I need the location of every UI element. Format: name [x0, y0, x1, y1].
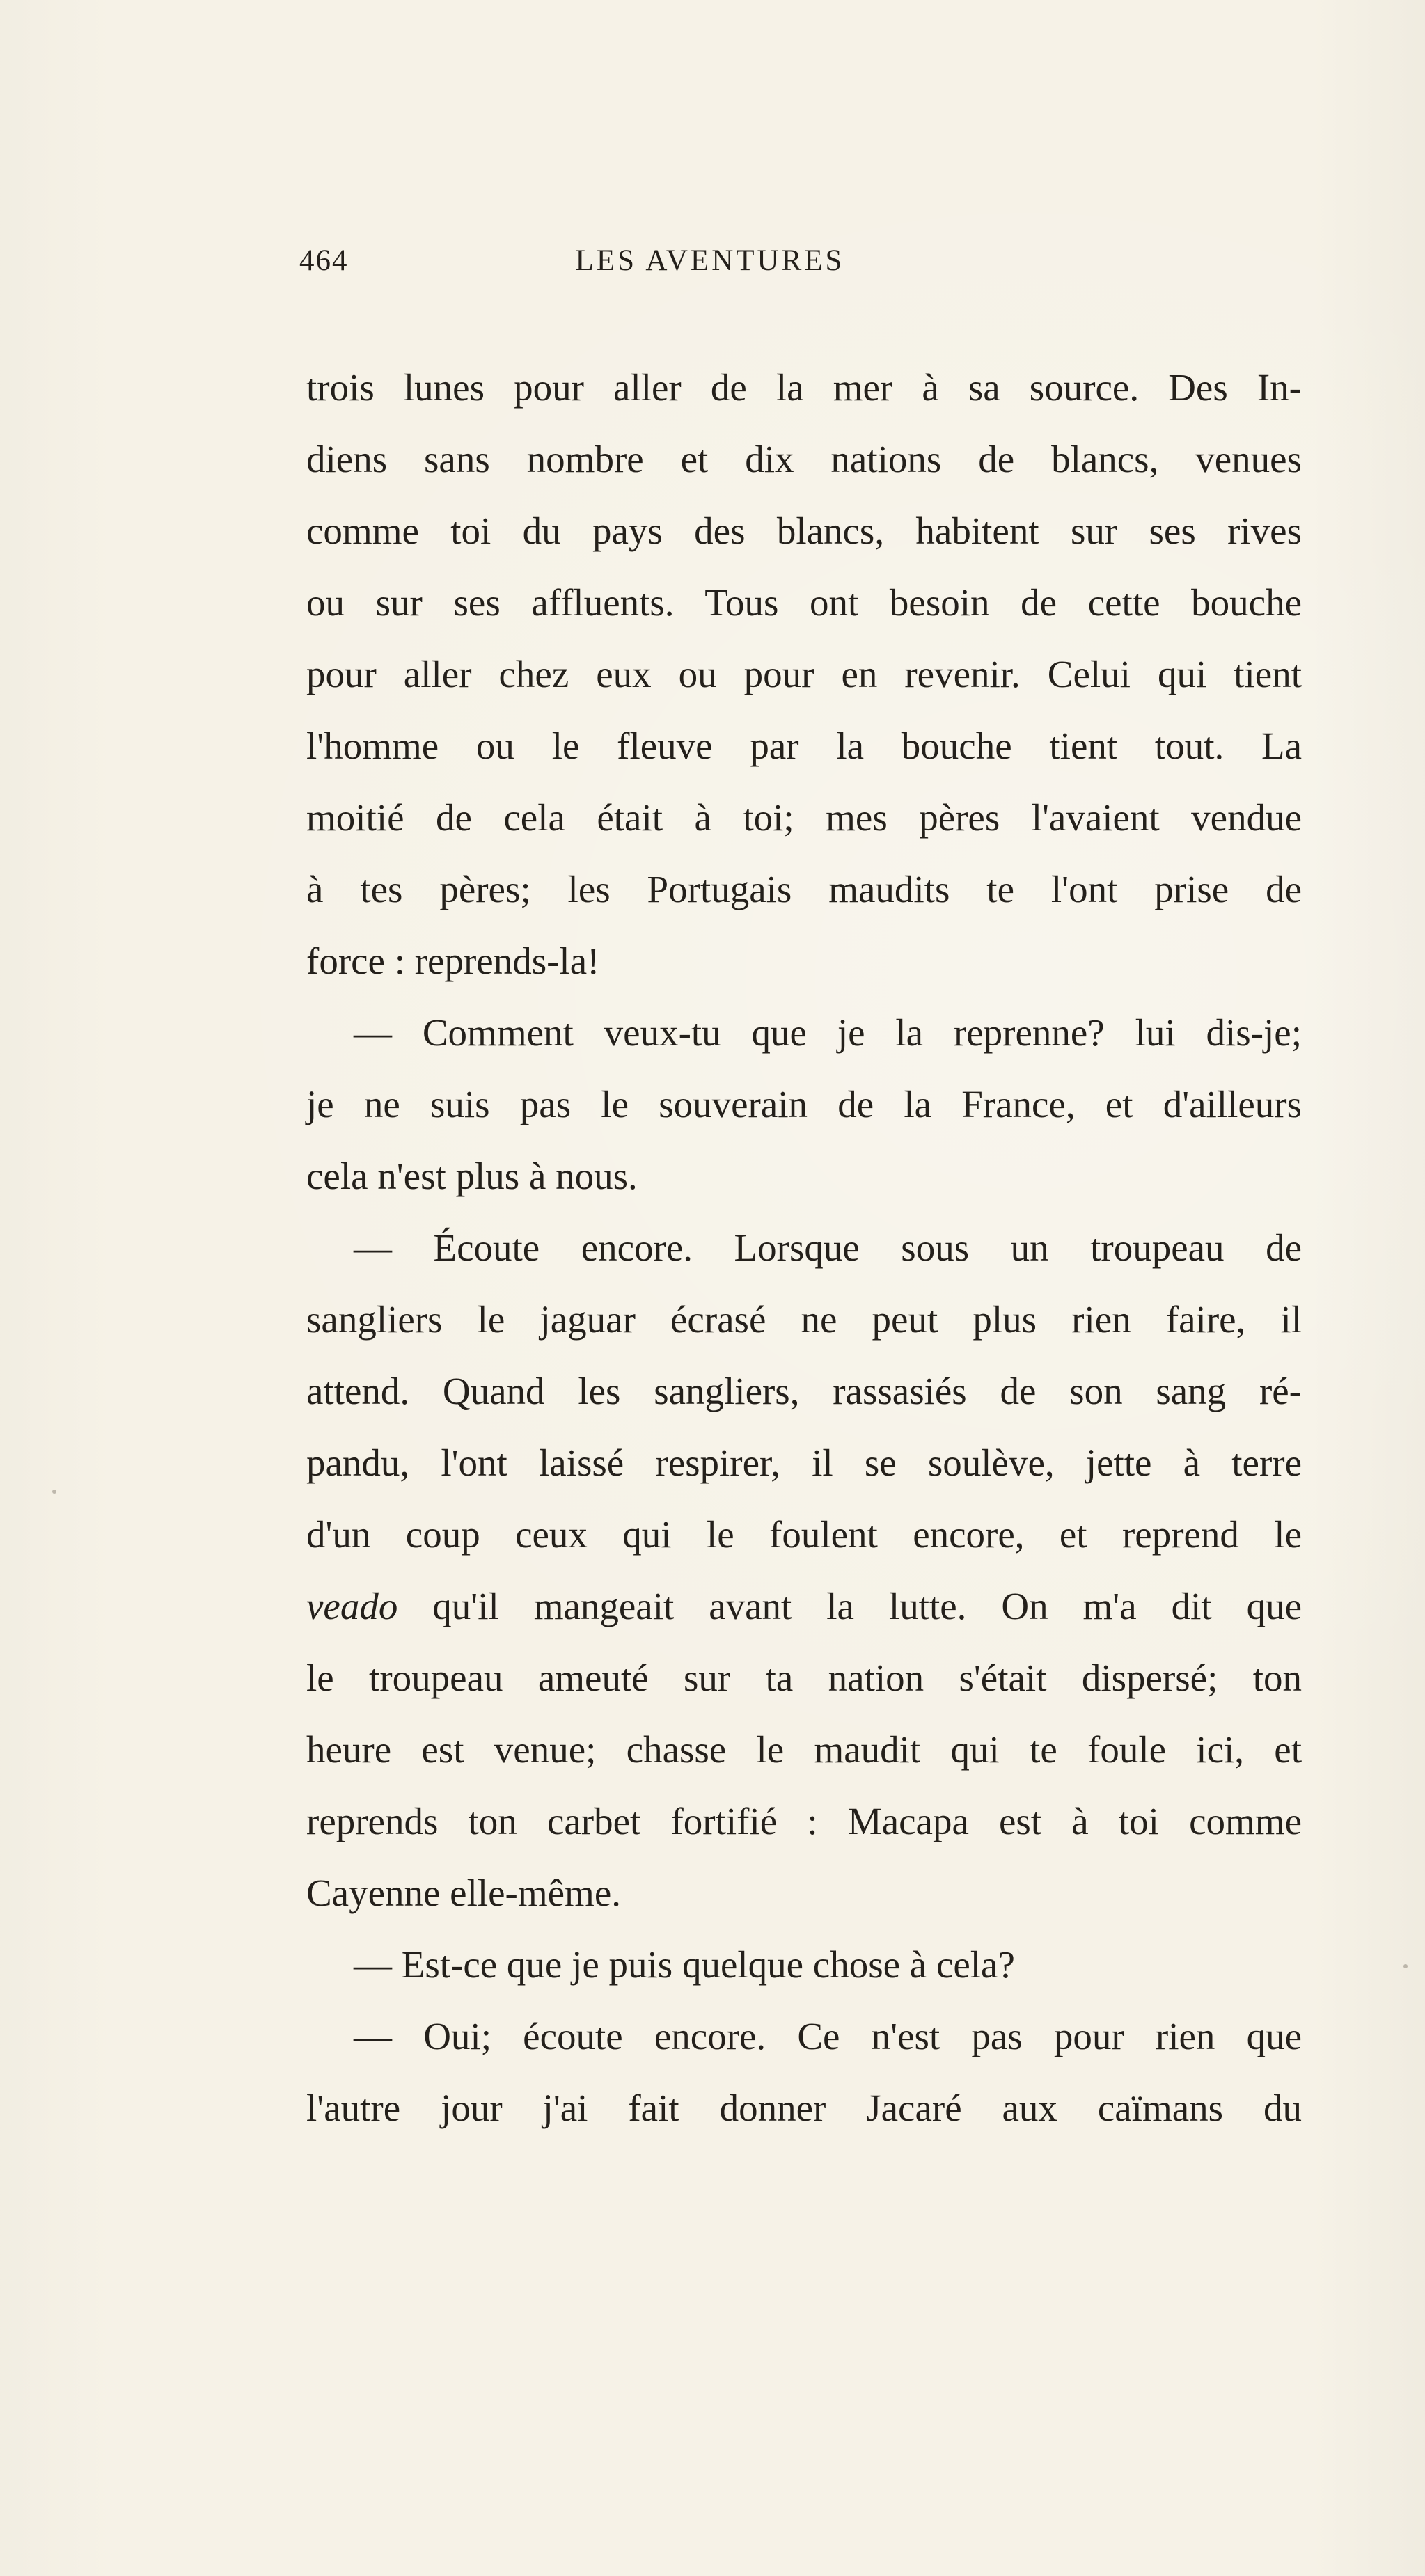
italic-word: veado	[306, 1585, 398, 1627]
text-line: moitié de cela était à toi; mes pères l'avaient vendue	[306, 796, 1302, 839]
page-header	[299, 244, 1121, 292]
text-fragment: qu'il mangeait avant la lutte. On m'a dit que	[432, 1585, 1302, 1627]
text-line: force : reprends-la!	[306, 940, 600, 982]
text-line: comme toi du pays des blancs, habitent sur ses rives	[306, 509, 1302, 552]
running-head: LES AVENTURES	[575, 244, 845, 277]
text-line: trois lunes pour aller de la mer à sa source. Des In-	[306, 366, 1302, 409]
text-line: diens sans nombre et dix nations de blancs, venues	[306, 438, 1302, 480]
body-text	[306, 351, 1302, 2144]
text-line: pour aller chez eux ou pour en revenir. Celui qui tient	[306, 653, 1302, 695]
paper-speck	[1403, 1964, 1408, 1968]
text-line: le troupeau ameuté sur ta nation s'était dispersé; ton	[306, 1657, 1302, 1699]
text-line: heure est venue; chasse le maudit qui te foule ici, et	[306, 1728, 1302, 1771]
text-line: à tes pères; les Portugais maudits te l'ont prise de	[306, 868, 1302, 910]
text-line: ou sur ses affluents. Tous ont besoin de cette bouche	[306, 581, 1302, 624]
page-number: 464	[299, 244, 349, 277]
text-line: reprends ton carbet fortifié : Macapa est à toi comme	[306, 1800, 1302, 1842]
text-line: je ne suis pas le souverain de la France, et d'ailleurs	[306, 1083, 1302, 1125]
text-line: l'autre jour j'ai fait donner Jacaré aux caïmans du	[306, 2087, 1302, 2129]
dialogue-line: — Est-ce que je puis quelque chose à cela?	[354, 1943, 1015, 1986]
text-line: d'un coup ceux qui le foulent encore, et reprend le	[306, 1513, 1302, 1556]
paper-speck	[52, 1490, 56, 1494]
dialogue-line: — Comment veux-tu que je la reprenne? lui dis-je;	[354, 1011, 1302, 1054]
dialogue-line: — Écoute encore. Lorsque sous un troupeau de	[354, 1226, 1302, 1269]
text-line: l'homme ou le fleuve par la bouche tient tout. La	[306, 725, 1302, 767]
text-line: cela n'est plus à nous.	[306, 1155, 638, 1197]
text-line-with-italic	[306, 1570, 1302, 1642]
text-line: pandu, l'ont laissé respirer, il se soulève, jette à terre	[306, 1441, 1302, 1484]
text-line: attend. Quand les sangliers, rassasiés de son sang ré-	[306, 1370, 1302, 1412]
text-line: sangliers le jaguar écrasé ne peut plus rien faire, il	[306, 1298, 1302, 1341]
dialogue-line: — Oui; écoute encore. Ce n'est pas pour rien que	[354, 2015, 1302, 2057]
text-line: Cayenne elle-même.	[306, 1872, 622, 1914]
